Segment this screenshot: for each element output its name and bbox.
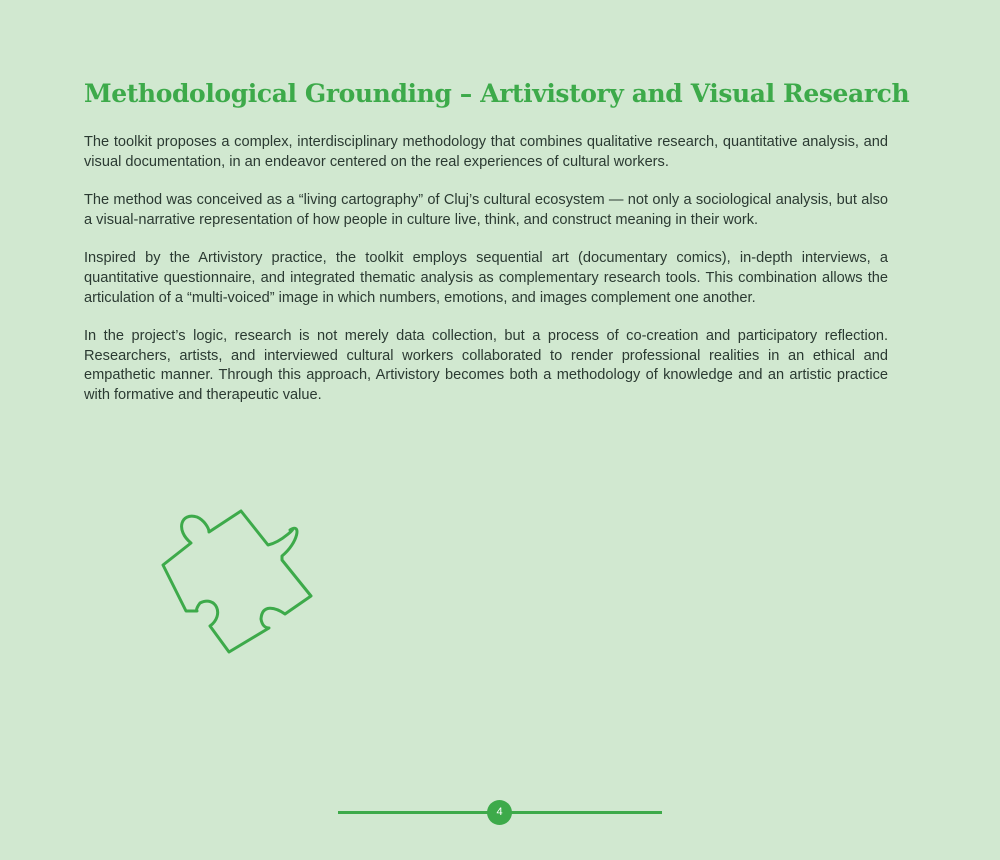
paragraph-4: In the project’s logic, research is not merely data collection, but a process of co-creation and participatory reflection. Researchers, artists, and interviewed cultural workers collaborated to render professional realities in an ethical and empathetic manner. Through this approach, Artivistory becomes both a methodology of knowledge and an artistic practice with formative and therapeutic value. (84, 328, 888, 403)
footer-divider-left (338, 811, 490, 814)
paragraph-1: The toolkit proposes a complex, interdisciplinary methodology that combines qualitative research, quantitative analysis, and visual documentation, in an endeavor centered on the real experiences of cultural workers. (84, 134, 888, 170)
page-title: Methodological Grounding – Artivistory and Visual Research (84, 79, 910, 108)
paragraph-2: The method was conceived as a “living cartography” of Cluj’s cultural ecosystem — not only a sociological analysis, but also a visual-narrative representation of how people in culture live, think, and construct meaning in their work. (84, 192, 888, 228)
puzzle-piece-icon (150, 498, 325, 668)
body-text (84, 133, 888, 425)
paragraph-3: Inspired by the Artivistory practice, the toolkit employs sequential art (documentary comics), in-depth interviews, a quantitative questionnaire, and integrated thematic analysis as complementary research tools. This combination allows the articulation of a “multi-voiced” image in which numbers, emotions, and images complement one another. (84, 250, 888, 306)
page-number-badge: 4 (487, 800, 512, 825)
footer-divider-right (510, 811, 662, 814)
